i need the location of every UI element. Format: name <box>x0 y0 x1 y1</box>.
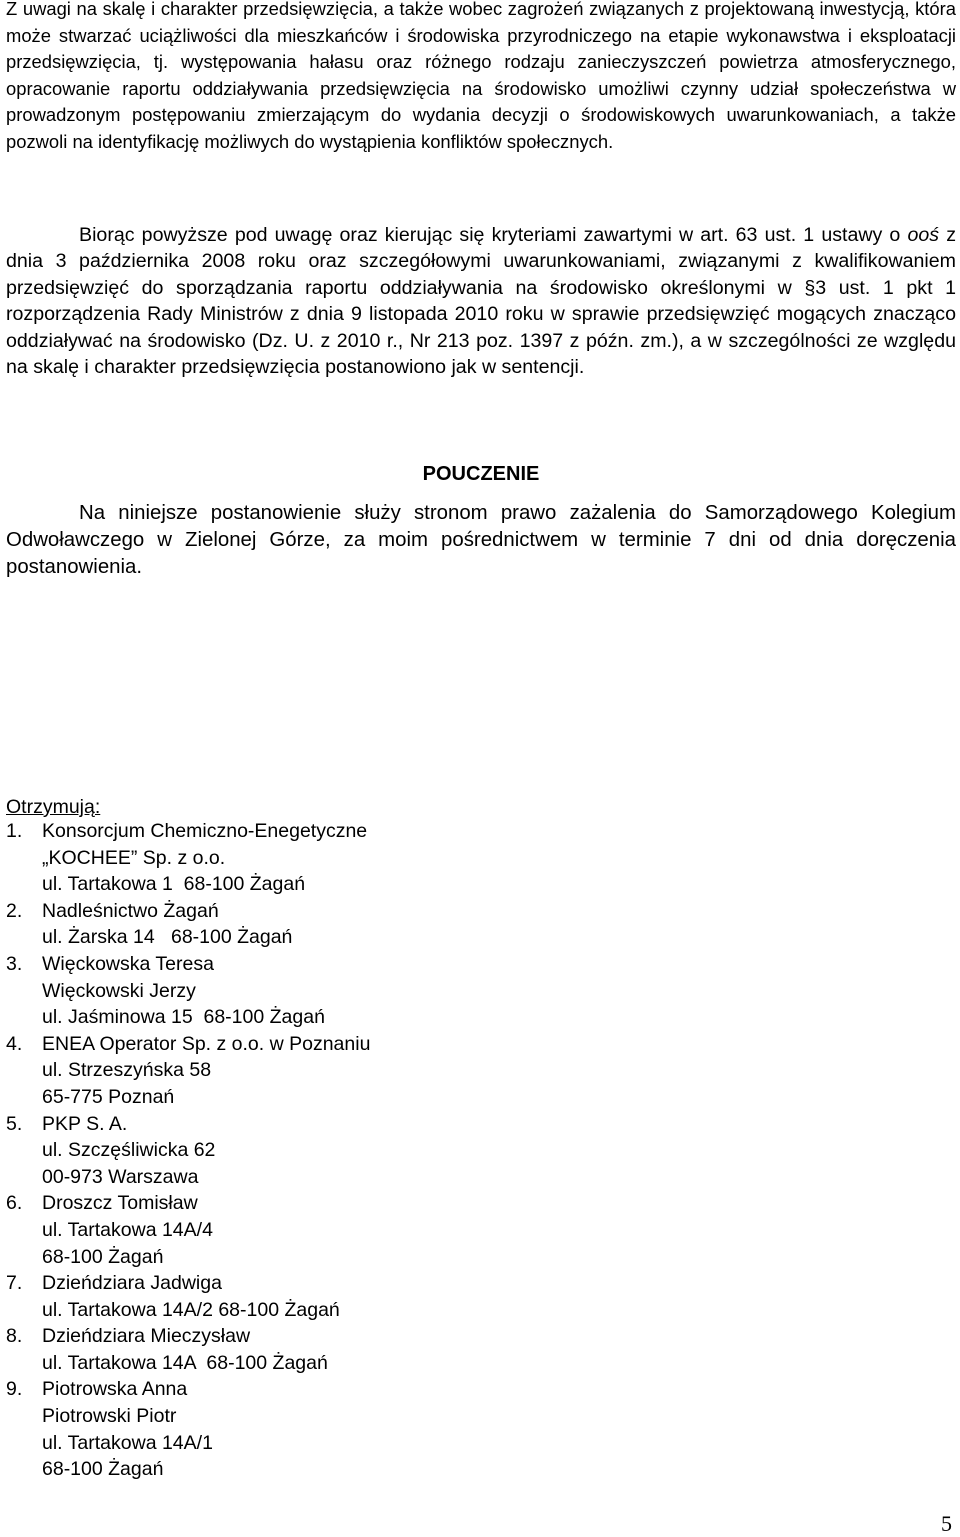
list-item <box>6 1111 370 1191</box>
list-item-number: 1. <box>6 820 23 842</box>
list-item <box>6 1376 370 1482</box>
address-line: ul. Tartakowa 14A/1 <box>42 1431 213 1454</box>
legal-basis-text-2: z dnia 3 października 2008 roku oraz szczegółowymi uwarunkowaniami, związanymi z kwalifikowaniem przedsięwzięć do sporządzania raportu oddziaływania na środowisko określonymi w §3 ust. 1 pkt 1 rozporządzenia Rady Ministrów z dnia 9 listopada 2010 roku w sprawie przedsięwzięć mogących znacząco oddziaływać na środowisko (Dz. U. z 2010 r., Nr 213 poz. 1397 z późn. zm.), a w szczególności ze względu na skalę i charakter przedsięwzięcia postanowiono jak w sentencji. <box>6 224 956 379</box>
list-item <box>6 1323 370 1376</box>
address-line: „KOCHEE” Sp. z o.o. <box>42 846 226 869</box>
recipient-address <box>42 1111 215 1191</box>
address-line: Droszcz Tomisław <box>42 1192 198 1215</box>
address-line: Piotrowski Piotr <box>42 1405 177 1428</box>
address-line: ul. Tartakowa 14A/4 <box>42 1218 213 1241</box>
address-line: 65-775 Poznań <box>42 1085 175 1108</box>
recipient-address <box>42 1270 340 1323</box>
list-item <box>6 1190 370 1270</box>
list-item <box>6 898 370 951</box>
list-item-number: 3. <box>6 952 23 975</box>
address-line: PKP S. A. <box>42 1112 128 1135</box>
recipient-address <box>42 1376 213 1482</box>
address-line: ul. Tartakowa 14A 68-100 Żagań <box>42 1351 328 1374</box>
address-line: ul. Żarska 14 68-100 Żagań <box>42 926 293 949</box>
address-line: ul. Strzeszyńska 58 <box>42 1059 212 1082</box>
recipient-address <box>42 1031 370 1111</box>
recipient-address <box>42 818 367 898</box>
address-line: 00-973 Warszawa <box>42 1165 199 1188</box>
recipients-title: Otrzymują: <box>6 796 101 818</box>
address-line: 68-100 Żagań <box>42 1245 164 1268</box>
list-item-number: 9. <box>6 1378 23 1401</box>
page-number: 5 <box>941 1511 952 1536</box>
address-line: ul. Tartakowa 14A/2 68-100 Żagań <box>42 1298 340 1321</box>
paragraph-legal-basis <box>6 222 956 380</box>
recipient-address <box>42 898 292 951</box>
address-line: Dzieńdziara Mieczysław <box>42 1325 251 1348</box>
legal-basis-text-1: Biorąc powyższe pod uwagę oraz kierując się kryteriami zawartymi w art. 63 ust. 1 ustawy o <box>79 224 908 246</box>
address-line: ENEA Operator Sp. z o.o. w Poznaniu <box>42 1032 371 1055</box>
list-item-number: 2. <box>6 899 23 922</box>
address-line: Nadleśnictwo Żagań <box>42 899 219 922</box>
paragraph-appeal-info: Na niniejsze postanowienie służy stronom prawo zażalenia do Samorządowego Kolegium Odwoławczego w Zielonej Górze, za moim pośrednictwem w terminie 7 dni od dnia doręczenia postanowienia. <box>6 502 956 578</box>
recipient-address <box>42 1190 213 1270</box>
list-item-number: 5. <box>6 1112 23 1135</box>
list-item <box>6 1031 370 1111</box>
list-item <box>6 1270 370 1323</box>
list-item-number: 8. <box>6 1325 23 1348</box>
heading-pouczenie: POUCZENIE <box>422 463 540 485</box>
recipient-address <box>42 951 325 1031</box>
address-line: ul. Jaśminowa 15 68-100 Żagań <box>42 1006 325 1029</box>
address-line: 68-100 Żagań <box>42 1458 164 1481</box>
address-line: ul. Szczęśliwicka 62 <box>42 1139 216 1162</box>
list-item-number: 4. <box>6 1032 23 1055</box>
address-line: Więckowska Teresa <box>42 952 214 975</box>
recipient-address <box>42 1323 328 1376</box>
paragraph-justification: Z uwagi na skalę i charakter przedsięwzięcia, a także wobec zagrożeń związanych z projektowaną inwestycją, która może stwarzać uciążliwości dla mieszkańców i środowiska przyrodniczego na etapie wykonawstwa i eksploatacji przedsięwzięcia, tj. występowania hałasu oraz różnego rodzaju zanieczyszczeń powietrza atmosferycznego, opracowanie raportu oddziaływania przedsięwzięcia na środowisko umożliwi czynny udział społeczeństwa w prowadzonym postępowaniu zmierzającym do wydania decyzji o środowiskowych uwarunkowaniach, a także pozwoli na identyfikację możliwych do wystąpienia konfliktów społecznych. <box>6 0 956 152</box>
address-line: ul. Tartakowa 1 68-100 Żagań <box>42 873 306 896</box>
list-item <box>6 818 370 898</box>
address-line: Piotrowska Anna <box>42 1378 188 1401</box>
address-line: Konsorcjum Chemiczno-Enegetyczne <box>42 820 368 842</box>
list-item <box>6 951 370 1031</box>
recipients-list <box>6 818 370 1483</box>
list-item-number: 7. <box>6 1272 23 1295</box>
address-line: Więckowski Jerzy <box>42 979 196 1002</box>
list-item-number: 6. <box>6 1192 23 1215</box>
legal-basis-italic: ooś <box>907 224 940 246</box>
address-line: Dzieńdziara Jadwiga <box>42 1272 222 1295</box>
